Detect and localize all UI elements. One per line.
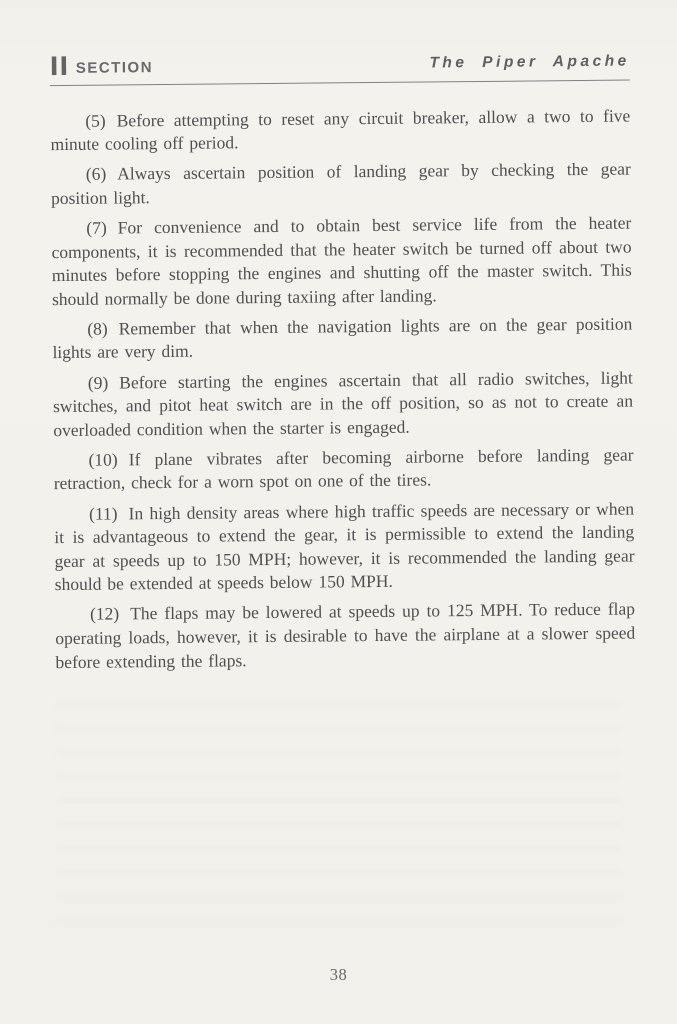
paragraph-number: (7) [86,217,107,238]
manual-paragraph [50,104,630,157]
manual-paragraph [53,366,634,442]
paragraph-text: Before starting the engines ascertain that all radio switches, light switches, and pitot heat switch are in the off position, so as not to create an overloaded condition when the starter is engaged. [52,367,634,440]
book-title: The Piper Apache [429,52,630,72]
paragraph-text: Always ascertain position of landing gear by checking the gear position light. [50,158,631,208]
manual-paragraph [53,443,633,496]
body-text [50,104,635,674]
paragraph-text: The flaps may be lowered at speeds up to 125 MPH. To reduce flap operating loads, however, it is desirable to have the airplane at a slower speed before extending the flaps. [55,598,636,672]
page-footer [0,965,677,985]
paragraph-number: (11) [88,502,118,524]
paragraph-number: (9) [87,372,109,393]
paragraph-number: (6) [85,163,107,185]
paragraph-text: In high density areas where high traffic speeds are necessary or when it is advantageous to extend the gear, it is permissible to extend the landing gear at speeds up to 150 MPH; however, it is recommended the landing gear should be extended at speeds below 150 MPH. [54,498,635,595]
section-badge [49,50,154,82]
show-through-ghosting [55,700,622,925]
paragraph-number: (5) [85,110,106,131]
manual-paragraph [54,497,635,597]
section-number-marker: II [49,50,70,82]
paragraph-text: Remember that when the navigation lights are on the gear position lights are very dim. [52,313,633,363]
paragraph-number: (8) [87,318,108,339]
manual-paragraph [51,158,631,211]
page-number: 38 [329,965,348,984]
manual-paragraph [55,598,636,674]
manual-paragraph [51,211,632,311]
page-header [49,50,630,82]
paragraph-text: For convenience and to obtain best service life from the heater components, it is recommended that the heater switch be turned off about two minutes before stopping the engines and shutting off the master switch. This should normally be done during taxiing after landing. [51,212,632,309]
paragraph-number: (10) [88,449,118,470]
header-rule [50,79,630,86]
paragraph-text: If plane vibrates after becoming airborne before landing gear retraction, check for a worn spot on one of the tires. [53,444,634,494]
manual-paragraph [52,312,632,365]
paragraph-number: (12) [89,603,120,625]
section-label: SECTION [75,58,154,77]
paragraph-text: Before attempting to reset any circuit breaker, allow a two to five minute cooling off period. [50,105,631,155]
